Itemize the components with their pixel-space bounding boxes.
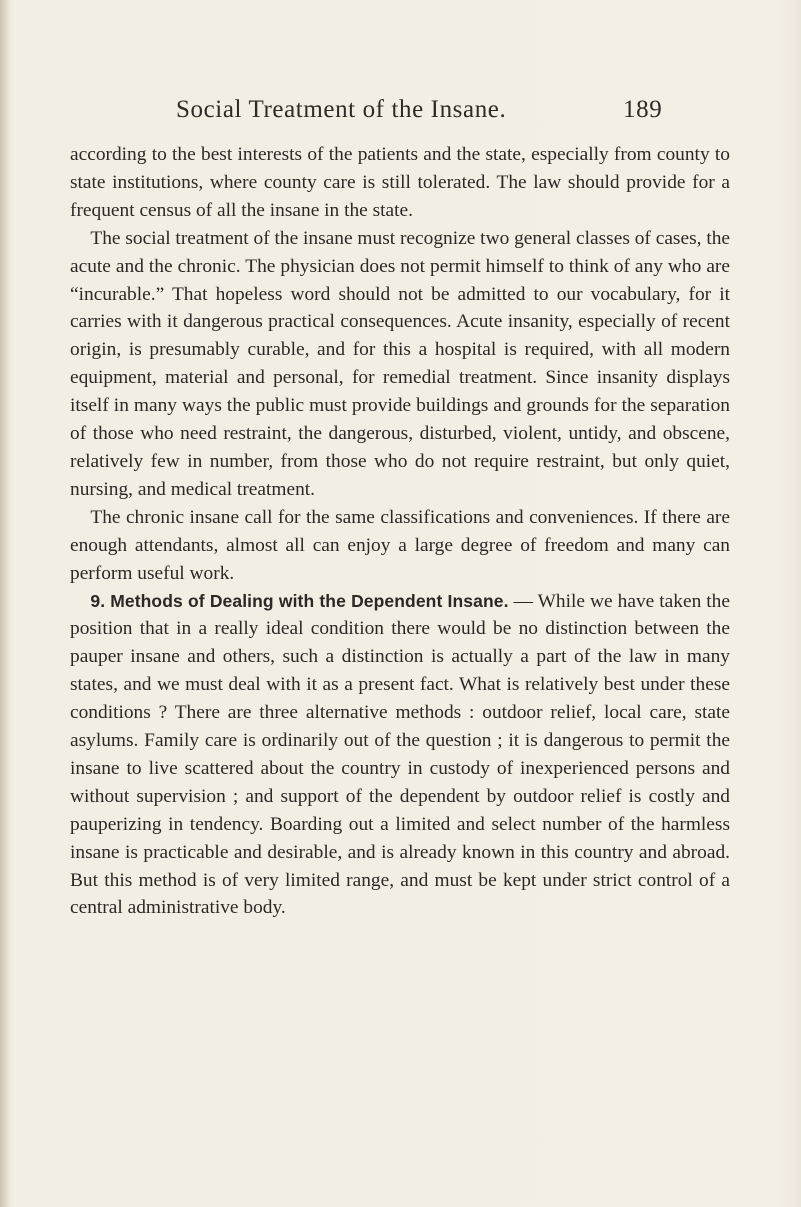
section-body: — While we have taken the position that in a really ideal condition there would be no distinction between the pauper insane and others, such a distinction is actually a part of the law in many states, and we must deal with it as a present fact. What is relatively best under these conditions ? There are three alternative methods : outdoor relief, local care, state asylums. Family care is ordinarily out of the question ; it is dangerous to permit the insane to live scattered about the country in custody of inexperienced persons and without supervision ; and support of the dependent by outdoor relief is costly and pauperizing in tendency. Boarding out a limited and select number of the harmless insane is practicable and desirable, and is already known in this country and abroad. But this method is of very limited range, and must be kept under strict control of a central administrative body. (70, 590, 730, 919)
page-number: 189 (623, 96, 663, 123)
paragraph-continued: according to the best interests of the patients and the state, especially from county to state institutions, where county care is still tolerated. The law should provide for a frequent census of all the insane in the state. (70, 144, 730, 221)
running-head (176, 96, 676, 136)
section-heading: Methods of Dealing with the Dependent Insane. (110, 590, 509, 611)
spine-shadow (0, 0, 10, 1207)
paragraph-chronic-insane: The chronic insane call for the same classifications and conveniences. If there are enough attendants, almost all can enjoy a large degree of freedom and many can perform useful work. (70, 506, 730, 584)
running-title: Social Treatment of the Insane. (176, 96, 507, 123)
paragraph-section-9 (70, 588, 730, 923)
body-text (70, 141, 730, 922)
section-number: 9. (90, 590, 106, 611)
paragraph-acute-chronic: The social treatment of the insane must recognize two general classes of cases, the acute and the chronic. The physician does not permit himself to think of any who are “incurable.” That hopeless word should not be admitted to our vocabulary, for it carries with it dangerous practical consequences. Acute insanity, especially of recent origin, is presumably curable, and for this a hospital is required, with all modern equipment, material and personal, for remedial treatment. Since insanity displays itself in many ways the public must provide buildings and grounds for the separation of those who need restraint, the dangerous, disturbed, violent, untidy, and obscene, relatively few in number, from those who do not require restraint, but only quiet, nursing, and medical treatment. (70, 227, 731, 500)
